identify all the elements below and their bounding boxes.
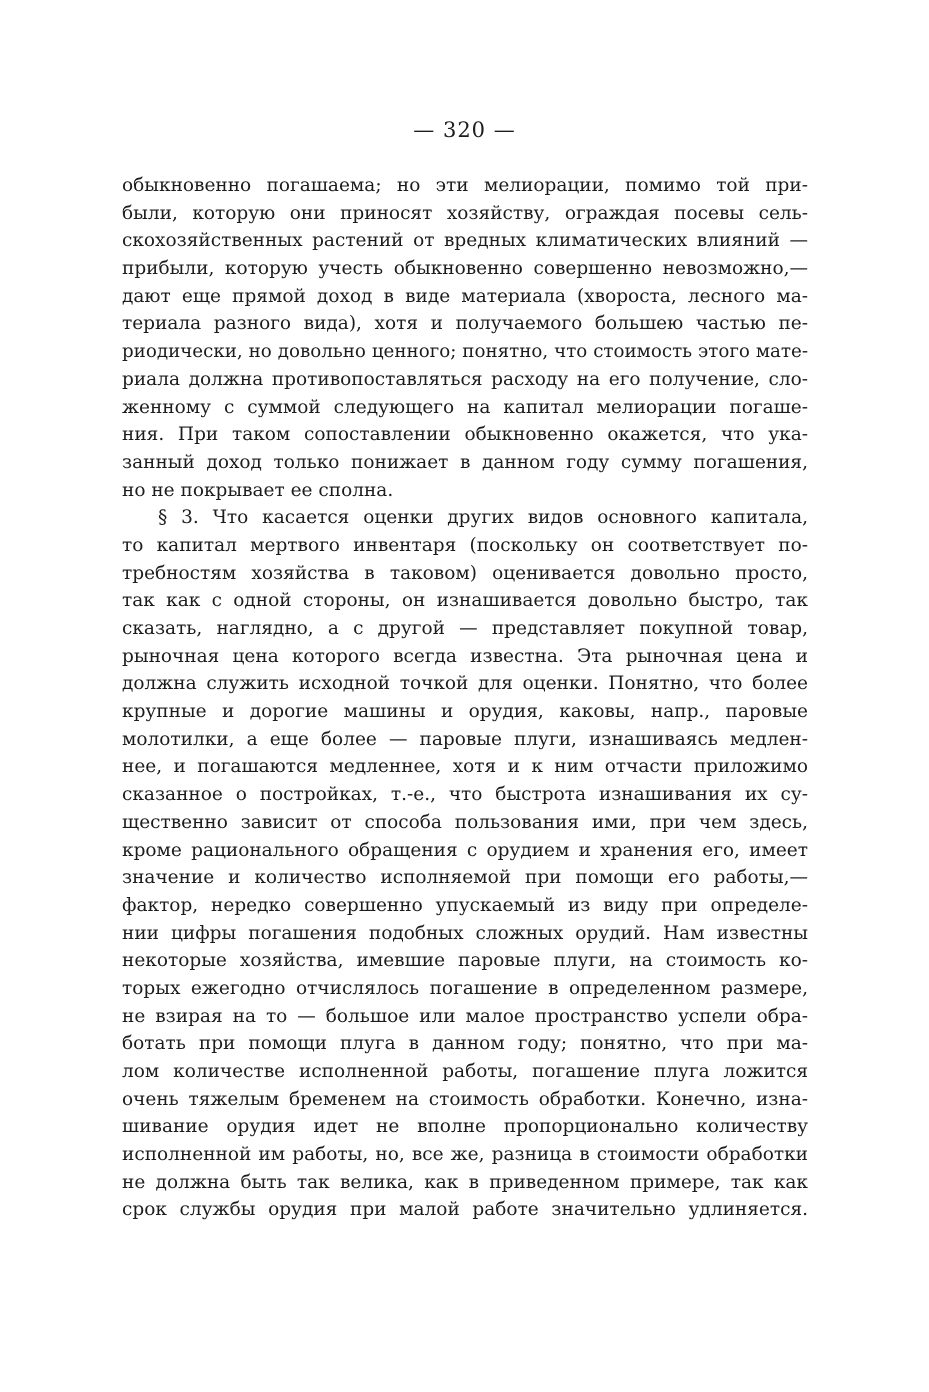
text-line: ния. При таком сопоставлении обыкновенно окажется, что ука-: [122, 424, 808, 446]
text-line: торых ежегодно отчислялось погашение в определенном размере,: [122, 977, 808, 999]
text-line: занный доход только понижает в данном году сумму погашения,: [122, 451, 808, 473]
body-text: [122, 172, 808, 1224]
text-line: скохозяйственных растений от вредных климатических влияний —: [122, 230, 808, 252]
text-line: дают еще прямой доход в виде материала (хвороста, лесного ма-: [122, 285, 808, 307]
text-line: срок службы орудия при малой работе значительно удлиняется.: [122, 1199, 808, 1221]
text-line: так как с одной стороны, он изнашивается довольно быстро, так: [122, 590, 808, 612]
text-line: не должна быть так велика, как в приведенном примере, так как: [122, 1171, 808, 1193]
page-number: — 320 —: [413, 118, 516, 142]
text-line: кроме рационального обращения с орудием и хранения его, имеет: [122, 839, 808, 861]
text-line: исполненной им работы, но, все же, разница в стоимости обработки: [122, 1144, 808, 1166]
text-line: ботать при помощи плуга в данном году; понятно, что при ма-: [122, 1033, 808, 1055]
text-line: шивание орудия идет не вполне пропорционально количеству: [122, 1116, 808, 1138]
text-line: териала разного вида), хотя и получаемого большею частью пе-: [122, 313, 808, 335]
text-line: не взирая на то — большое или малое пространство успели обра-: [122, 1005, 808, 1027]
text-line: сказать, наглядно, а с другой — представляет покупной товар,: [122, 618, 808, 639]
text-line: обыкновенно погашаема; но эти мелиорации, помимо той при-: [122, 175, 808, 196]
text-line: рыночная цена которого всегда известна. Эта рыночная цена и: [122, 645, 808, 667]
text-line: крупные и дорогие машины и орудия, каковы, напр., паровые: [122, 701, 808, 723]
text-line: требностям хозяйства в таковом) оценивается довольно просто,: [122, 562, 808, 584]
text-line: лом количестве исполненной работы, погашение плуга ложится: [122, 1061, 808, 1082]
section-heading-line: § 3. Что касается оценки других видов основного капитала,: [158, 507, 808, 529]
paragraph-end-line: но не покрывает ее сполна.: [122, 479, 394, 501]
text-line: нии цифры погашения подобных сложных орудий. Нам известны: [122, 922, 808, 944]
text-line: риала должна противопоставляться расходу на его получение, сло-: [122, 368, 808, 390]
text-line: сказанное о постройках, т.-е., что быстрота изнашивания их су-: [122, 784, 808, 806]
text-line: значение и количество исполняемой при помощи его работы,—: [122, 867, 808, 889]
text-line: фактор, нередко совершенно упускаемый из виду при определе-: [122, 894, 808, 916]
text-line: должна служить исходной точкой для оценки. Понятно, что более: [122, 673, 808, 695]
text-line: нее, и погашаются медленнее, хотя и к ним отчасти приложимо: [122, 756, 808, 778]
text-line: некоторые хозяйства, имевшие паровые плуги, на стоимость ко-: [122, 950, 808, 972]
text-line: были, которую они приносят хозяйству, ограждая посевы сель-: [122, 202, 808, 224]
text-line: женному с суммой следующего на капитал мелиорации погаше-: [122, 396, 808, 418]
text-line: молотилки, а еще более — паровые плуги, изнашиваясь медлен-: [122, 728, 808, 750]
text-line: риодически, но довольно ценного; понятно, что стоимость этого мате-: [122, 341, 808, 363]
text-line: очень тяжелым бременем на стоимость обработки. Конечно, изна-: [122, 1088, 808, 1110]
text-line: прибыли, которую учесть обыкновенно совершенно невозможно,—: [122, 258, 808, 280]
text-line: щественно зависит от способа пользования ими, при чем здесь,: [122, 811, 808, 833]
text-line: то капитал мертвого инвентаря (поскольку он соответствует по-: [122, 534, 808, 556]
